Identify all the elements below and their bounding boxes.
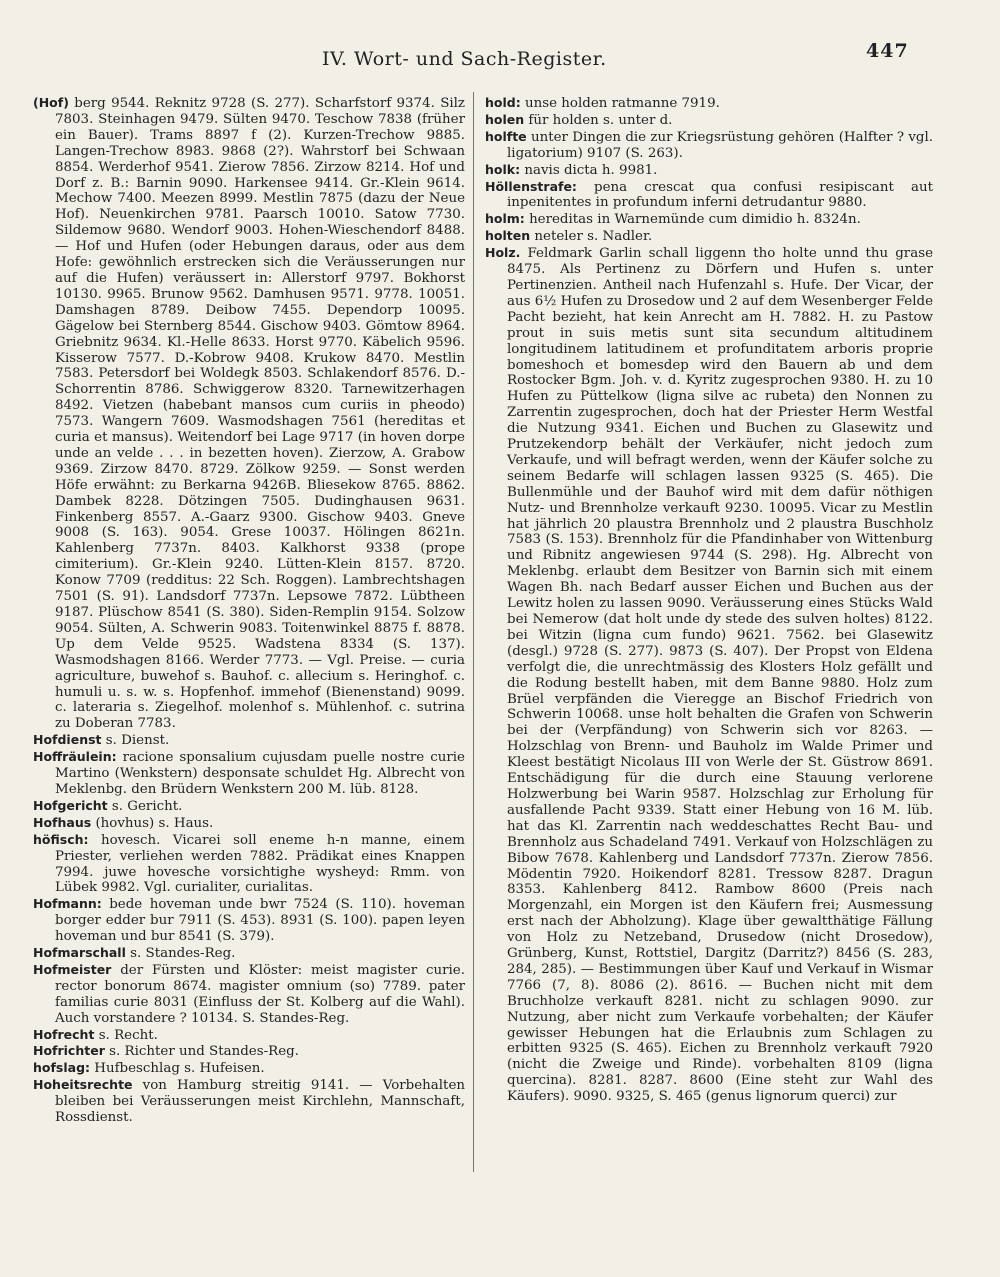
index-entry [33,1077,465,1126]
entry-headword: holm: [485,211,525,227]
entry-text: berg 9544. Reknitz 9728 (S. 277). Scharfstorf 9374. Silz 7803. Steinhagen 9479. Sülten 9470. Teschow 7838 (früher ein Bauer). Trams 8897 f (2). Kurzen-Trechow 9885. Langen-Trechow 8983. 9868 (2?). Wahrstorf bei Schwaan 8854. Werderhof 9541. Zierow 7856. Zirzow 8214. Hof und Dorf z. B.: Barnin 9090. Harkensee 9414. Gr.-Klein 9614. Mechow 7400. Meezen 8999. Mestlin 7875 (dazu der Neue Hof). Neuenkirchen 9781. Paarsch 10010. Satow 7730. Sildemow 9680. Wendorf 9003. Hohen-Wieschendorf 8488. — Hof und Hufen (oder Hebungen daraus, oder aus dem Hofe: gewöhnlich erstrecken sich die Veräusserungen nur auf die Hufen) veräussert in: Allerstorf 9797. Bokhorst 10130. 9965. Brunow 9562. Damhusen 9571. 9778. 10051. Damshagen 8789. Deibow 7455. Dependorp 10095. Gägelow bei Sternberg 8544. Gischow 9403. Gömtow 8964. Griebnitz 9634. Kl.-Helle 8633. Horst 9770. Käbelich 9596. Kisserow 7577. D.-Kobrow 9408. Krukow 8470. Mestlin 7583. Petersdorf bei Woldegk 8503. Schlakendorf 8576. D.-Schorrentin 8786. Schwiggerow 8320. Tarnewitzerhagen 8492. Vietzen (habebant mansos cum curiis in pheodo) 7573. Wangern 7609. Wasmodshagen 7561 (hereditas et curia et mansus). Weitendorf bei Lage 9717 (in hoven dorpe unde an velde . . . in bezetten hoven). Zierzow, A. Grabow 9369. Zirzow 8470. 8729. Zölkow 9259. — Sonst werden Höfe erwähnt: zu Berkarna 9426B. Bliesekow 8765. 8862. Dambek 8228. Dötzingen 7505. Dudinghausen 9631. Finkenberg 8557. A.-Gaarz 9300. Gischow 9403. Gneve 9008 (S. 163). 9054. Grese 10037. Hölingen 8621n. Kahlenberg 7737n. 8403. Kalkhorst 9338 (prope cimiterium). Gr.-Klein 9240. Lütten-Klein 8157. 8720. Konow 7709 (redditus: 22 Sch. Roggen). Lambrechtshagen 7501 (S. 91). Landsdorf 7737n. Lepsowe 7872. Lübtheen 9187. Plüschow 8541 (S. 380). Siden-Remplin 9154. Solzow 9054. Sülten, A. Schwerin 9083. Toitenwinkel 8875 f. 8878. Up dem Velde 9525. Wadstena 8334 (S. 137). Wasmodshagen 8166. Werder 7773. — Vgl. Preise. — curia agriculture, buwehof s. Bauhof. c. allecium s. Heringhof. c. humuli u. s. w. s. Hopfenhof. immehof (Bienenstand) 9099. c. lateraria s. Ziegelhof. molenhof s. Mühlenhof. c. sutrina zu Doberan 7783. [55,96,465,732]
entry-headword: holfte [485,128,527,144]
entry-text: bede hoveman unde bwr 7524 (S. 110). hoveman borger edder bur 7911 (S. 453). 8931 (S. 100). papen leyen hoveman und bur 8541 (S. 379). [55,897,465,945]
entry-text: von Hamburg streitig 9141. — Vorbehalten bleiben bei Veräusserungen meist Kirchlehn, Mannschaft, Rossdienst. [55,1078,465,1126]
entry-headword: (Hof) [33,95,69,110]
index-entry [33,1027,465,1044]
entry-headword: holten [485,228,531,244]
entry-headword: Hofrichter [33,1043,105,1059]
index-entry [33,896,465,945]
entry-headword: Hoffräulein: [33,749,117,765]
entry-text: navis dicta h. 9981. [524,162,658,178]
entry-headword: Hofmeister [33,961,112,977]
index-entry [33,798,465,815]
page-number: 447 [866,40,909,62]
index-entry [485,112,933,129]
entry-headword: Hofmarschall [33,945,126,961]
index-entry [33,749,465,798]
entry-text: racione sponsalium cujusdam puelle nostre curie Martino (Wenkstern) desponsate schuldet Hg. Albrecht von Meklenbg. den Brüdern Wenkstern 200 M. lüb. 8128. [55,750,465,797]
entry-headword: hold: [485,95,521,110]
entry-text: pena crescat qua confusi resipiscant aut inpenitentes in profundum inferni detrudantur 9880. [507,179,933,211]
column-divider [473,92,474,1172]
left-column [33,95,465,1126]
entry-text: neteler s. Nadler. [534,229,653,245]
right-column [485,95,933,1105]
entry-text: unse holden ratmanne 7919. [524,96,720,111]
entry-headword: Höllenstrafe: [485,178,577,194]
index-entry [33,95,465,732]
entry-headword: höfisch: [33,831,89,847]
index-entry [33,945,465,962]
entry-text: s. Dienst. [105,733,170,749]
index-entry [485,129,933,162]
entry-headword: holk: [485,161,521,177]
index-entry [485,245,933,1105]
entry-text: unter Dingen die zur Kriegsrüstung gehören (Halfter ? vgl. ligatorium) 9107 (S. 263). [507,129,933,161]
index-entry [485,162,933,179]
entry-headword: Hofdienst [33,732,102,748]
index-entry [33,815,465,832]
index-entry [33,732,465,749]
entry-headword: Hofrecht [33,1026,95,1042]
entry-headword: Hoheitsrechte [33,1077,133,1093]
entry-headword: Hofmann: [33,896,102,912]
entry-text: Feldmark Garlin schall liggenn tho holte unnd thu grase 8475. Als Pertinenz zu Dörfern und Hufen s. unter Pertinenzien. Antheil nach Hufenzahl s. Hufe. Der Vicar, der aus 6½ Hufen zu Drosedow und 2 auf dem Wesenberger Felde Pacht bezieht, hat kein Anrecht am H. 7882. H. zu Pastow prout in suis metis sunt sita secundum altitudinem longitudinem latitudinem et profunditatem arboris proprie bomeshoch et bomesdep wird den Bauern ab und dem Rostocker Bgm. Joh. v. d. Kyritz zugesprochen 9380. H. zu 10 Hufen zu Püttelkow (ligna silve ac rubeta) den Nonnen zu Zarrentin zugesprochen, doch hat der Priester Herm Westfal die Nutzung 9341. Eichen und Buchen zu Glasewitz und Prutzekendorp behält der Verkäufer, nicht jedoch zum Verkaufe, und will befragt werden, wenn der Käufer solche zu seinem Bedarfe will schlagen lassen 9325 (S. 465). Die Bullenmühle und der Bauhof wird mit dem dafür nöthigen Nutz- und Brennholze verkauft 9230. 10095. Vicar zu Mestlin hat jährlich 20 plaustra Brennholz und 2 plaustra Buschholz 7583 (S. 153). Brennholz für die Pfandinhaber von Wittenburg und Ribnitz angewiesen 9744 (S. 298). Hg. Albrecht von Meklenbg. erlaubt dem Besitzer von Barnin sich mit einem Wagen Bh. nach Bedarf ausser Eichen und Buchen aus der Lewitz holen zu lassen 9090. Veräusserung eines Stücks Wald bei Nemerow (dat holt unde dy stede des sulven holtes) 8122. bei Witzin (ligna cum fundo) 9621. 7562. bei Glasewitz (desgl.) 9728 (S. 277). 9873 (S. 407). Der Propst von Eldena verfolgt die, die unrechtmässig des Klosters Holz gefällt und die Rodung bestellt haben, mit dem Banne 9880. Holz zum Brüel verpfänden die Vieregge an Bischof Friedrich von Schwerin 10068. unse holt behalten die Grafen von Schwerin bei der (Verpfändung) von Schwerin sich vor 8263. — Holzschlag von Brenn- und Bauholz im Walde Primer und Kleest bestätigt Nicolaus III von Werle der St. Güstrow 8691. Entschädigung für die durch eine Stauung verlorene Holzwerbung bei Warin 9587. Holzschlag zur Erholung für ausfallende Pacht 9339. Statt einer Hebung von 16 M. lüb. hat das Kl. Zarrentin nach weddeschattes Recht Bau- und Brennholz aus Schadeland 7491. Verkauf von Holzschlägen zu Bibow 7678. Kahlenberg und Landsdorf 7737n. Zierow 7856. Mödentin 7920. Hoikendorf 8281. Tressow 8287. Dragun 8353. Kahlenberg 8412. Rambow 8600 (Preis nach Morgenzahl, ein Morgen ist den Käufern frei; Ausmessung erst nach der Abholzung). Klage über gewaltthätige Fällung von Holz zu Netzeband, Drusedow (nicht Drosedow), Grünberg, Kunst, Rottstiel, Dargitz (Darritz?) 8456 (S. 283, 284, 285). — Bestimmungen über Kauf und Verkauf in Wismar 7766 (7, 8). 8086 (2). 8616. — Buchen nicht mit dem Bruchholze verkauft 8281. nicht zu schlagen 9090. zur Nutzung, aber nicht zum Verkaufe vorbehalten; der Käufer gewisser Hebungen hat die Erlaubnis zum Schlagen zu erbitten 9325 (S. 465). Eichen zu Brennholz verkauft 7920 (nicht die Zweige und Rinde). vorbehalten 8109 (ligna quercina). 8281. 8287. 8600 (Eine steht zur Wahl des Käufers). 9090. 9325, S. 465 (genus lignorum querci) zur [507,246,933,1105]
entry-text: s. Standes-Reg. [130,946,236,962]
index-entry [33,962,465,1027]
entry-text: s. Richter und Standes-Reg. [109,1044,299,1060]
entry-headword: Holz. [485,245,521,261]
entry-text: der Fürsten und Klöster: meist magister curie. rector bonorum 8674. magister omnium (so) 7789. pater familias curie 8031 (Einfluss der St. Kolberg auf die Wahl). Auch vorstandere ? 10134. S. Standes-Reg. [55,962,465,1026]
index-entry [485,211,933,228]
index-entry [485,228,933,245]
entry-text: Hufbeschlag s. Hufeisen. [94,1061,265,1077]
entry-text: (hovhus) s. Haus. [95,815,214,831]
index-entry [485,95,933,112]
entry-text: hereditas in Warnemünde cum dimidio h. 8324n. [529,212,861,228]
index-entry [33,1060,465,1077]
index-entry [33,1043,465,1060]
index-entry [33,832,465,897]
page-title: IV. Wort- und Sach-Register. [322,48,607,70]
entry-headword: Hofgericht [33,797,108,813]
entry-headword: Hofhaus [33,814,92,830]
entry-headword: holen [485,111,525,127]
entry-text: s. Recht. [98,1027,158,1043]
index-entry [485,179,933,212]
entry-headword: hofslag: [33,1060,91,1076]
page-header [0,40,1000,80]
entry-text: hovesch. Vicarei soll eneme h-n manne, einem Priester, verliehen werden 7882. Prädikat eines Knappen 7994. juwe hovesche vorsichtighe wysheyd: Rmm. von Lübek 9982. Vgl. curialiter, curialitas. [55,832,465,896]
entry-text: für holden s. unter d. [528,112,673,128]
entry-text: s. Gericht. [111,798,183,814]
